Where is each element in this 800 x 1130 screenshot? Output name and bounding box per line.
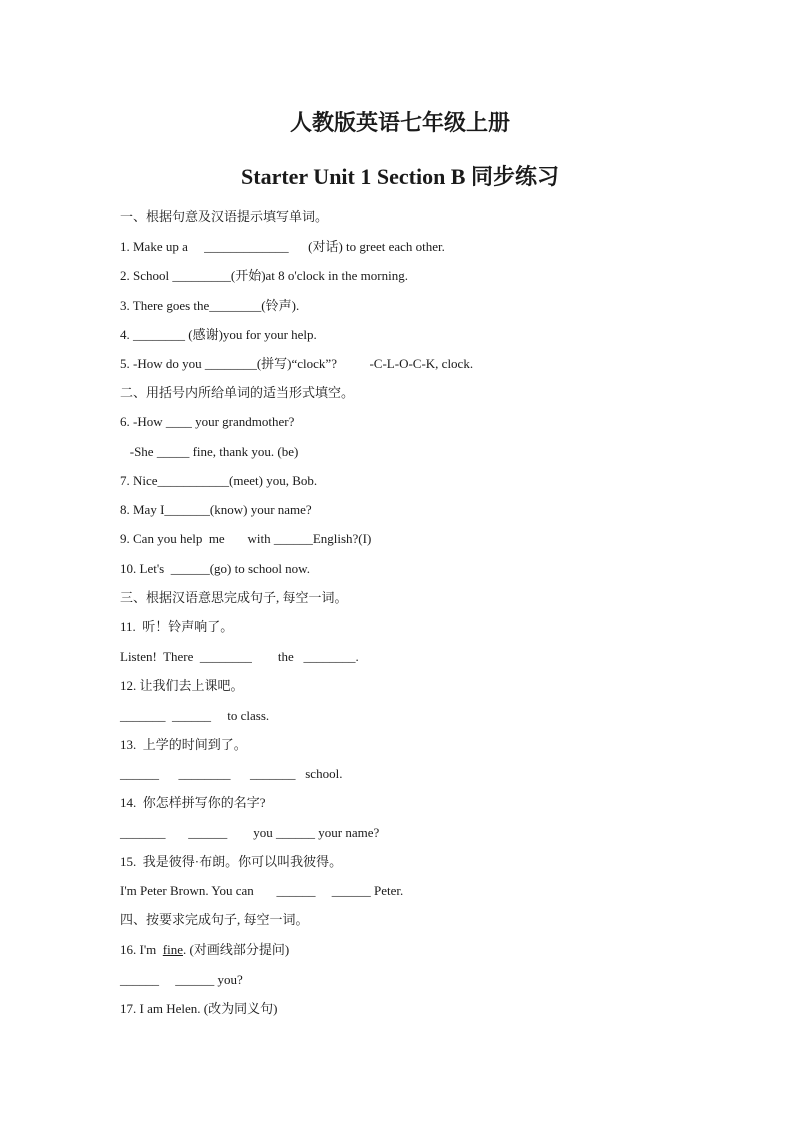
question-15-prompt: 15. 我是彼得·布朗。你可以叫我彼得。	[120, 854, 343, 869]
question-16-suffix: . (对画线部分提问)	[183, 942, 290, 957]
question-16-answer-line: ______ ______ you?	[120, 972, 243, 987]
question-2: 2. School _________(开始)at 8 o'clock in the morning.	[120, 268, 408, 283]
question-9: 9. Can you help me with ______English?(I)	[120, 531, 372, 546]
question-3: 3. There goes the________(铃声).	[120, 298, 300, 313]
question-5: 5. -How do you ________(拼写)“clock”? -C-L-O-C-K, clock.	[120, 356, 474, 371]
question-1: 1. Make up a _____________ (对话) to greet each other.	[120, 239, 445, 254]
question-4: 4. ________ (感谢)you for your help.	[120, 327, 317, 342]
question-15-answer-line: I'm Peter Brown. You can ______ ______ Peter.	[120, 883, 404, 898]
question-16-prefix: 16. I'm	[120, 942, 163, 957]
question-14-answer-line: _______ ______ you ______ your name?	[120, 825, 380, 840]
question-16-underlined-word: fine	[162, 942, 184, 957]
question-6-line-2: -She _____ fine, thank you. (be)	[120, 444, 299, 459]
question-13-answer-line: ______ ________ _______ school.	[120, 766, 343, 781]
section-heading-4: 四、按要求完成句子, 每空一词。	[120, 912, 309, 927]
question-7: 7. Nice___________(meet) you, Bob.	[120, 473, 318, 488]
question-12-answer-line: _______ ______ to class.	[120, 708, 270, 723]
question-17-prompt: 17. I am Helen. (改为同义句)	[120, 1001, 278, 1016]
question-11-answer-line: Listen! There ________ the ________.	[120, 649, 359, 664]
question-8: 8. May I_______(know) your name?	[120, 502, 312, 517]
section-heading-3: 三、根据汉语意思完成句子, 每空一词。	[120, 590, 348, 605]
section-heading-2: 二、用括号内所给单词的适当形式填空。	[120, 385, 355, 400]
question-13-prompt: 13. 上学的时间到了。	[120, 737, 247, 752]
question-10: 10. Let's ______(go) to school now.	[120, 561, 310, 576]
question-16-prompt	[120, 941, 289, 959]
page-subtitle: Starter Unit 1 Section B 同步练习	[241, 164, 559, 189]
section-heading-1: 一、根据句意及汉语提示填写单词。	[120, 209, 329, 224]
page-title: 人教版英语七年级上册	[289, 110, 510, 135]
question-12-prompt: 12. 让我们去上课吧。	[120, 678, 244, 693]
question-11-prompt: 11. 听！铃声响了。	[120, 619, 234, 634]
question-6-line-1: 6. -How ____ your grandmother?	[120, 414, 295, 429]
question-14-prompt: 14. 你怎样拼写你的名字?	[120, 795, 266, 810]
